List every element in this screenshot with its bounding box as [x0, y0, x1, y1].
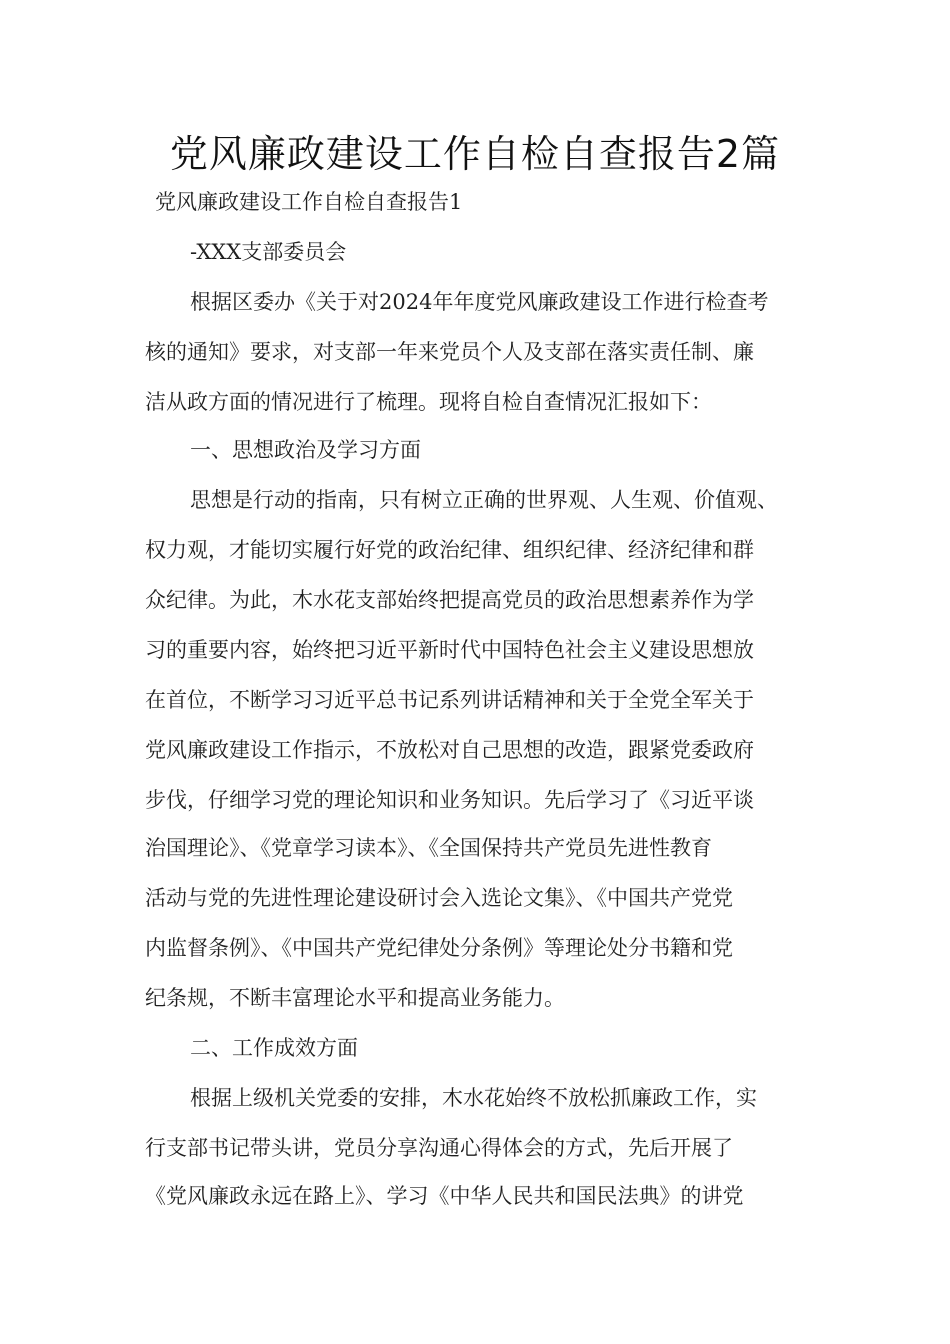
paragraph-line: 《党风廉政永远在路上》、学习《中华人民共和国民法典》的讲党: [145, 1184, 744, 1208]
paragraph-line: 根据上级机关党委的安排，木水花始终不放松抓廉政工作，实: [190, 1086, 757, 1110]
paragraph-line: 核的通知》要求，对支部一年来党员个人及支部在落实责任制、廉: [145, 340, 754, 364]
paragraph-line: 在首位，不断学习习近平总书记系列讲话精神和关于全党全军关于: [145, 688, 754, 712]
paragraph-line: 权力观，才能切实履行好党的政治纪律、组织纪律、经济纪律和群: [145, 538, 754, 562]
paragraph-line: 思想是行动的指南，只有树立正确的世界观、人生观、价值观、: [190, 488, 778, 512]
report-subtitle: 党风廉政建设工作自检自查报告1: [155, 190, 463, 214]
section-heading: 二、工作成效方面: [190, 1036, 358, 1060]
paragraph-line: 内监督条例》、《中国共产党纪律处分条例》等理论处分书籍和党: [145, 936, 733, 960]
paragraph-line: 习的重要内容，始终把习近平新时代中国特色社会主义建设思想放: [145, 638, 754, 662]
section-heading: 一、思想政治及学习方面: [190, 438, 421, 462]
paragraph-line: 纪条规，不断丰富理论水平和提高业务能力。: [145, 986, 565, 1010]
paragraph-line: 众纪律。为此，木水花支部始终把提高党员的政治思想素养作为学: [145, 588, 754, 612]
paragraph-line: 党风廉政建设工作指示，不放松对自己思想的改造，跟紧党委政府: [145, 738, 754, 762]
paragraph-line: 步伐，仔细学习党的理论知识和业务知识。先后学习了《习近平谈: [145, 788, 754, 812]
organization-line: -XXX支部委员会: [190, 240, 347, 264]
paragraph-line: 洁从政方面的情况进行了梳理。现将自检自查情况汇报如下：: [145, 390, 712, 414]
paragraph-line: 治国理论》、《党章学习读本》、《全国保持共产党员先进性教育: [145, 836, 712, 860]
paragraph-line: 活动与党的先进性理论建设研讨会入选论文集》、《中国共产党党: [145, 886, 733, 910]
paragraph-line: 行支部书记带头讲，党员分享沟通心得体会的方式，先后开展了: [145, 1136, 733, 1160]
document-title: 党风廉政建设工作自检自查报告2篇: [169, 132, 781, 176]
paragraph-line: 根据区委办《关于对2024年年度党风廉政建设工作进行检查考: [190, 290, 769, 314]
